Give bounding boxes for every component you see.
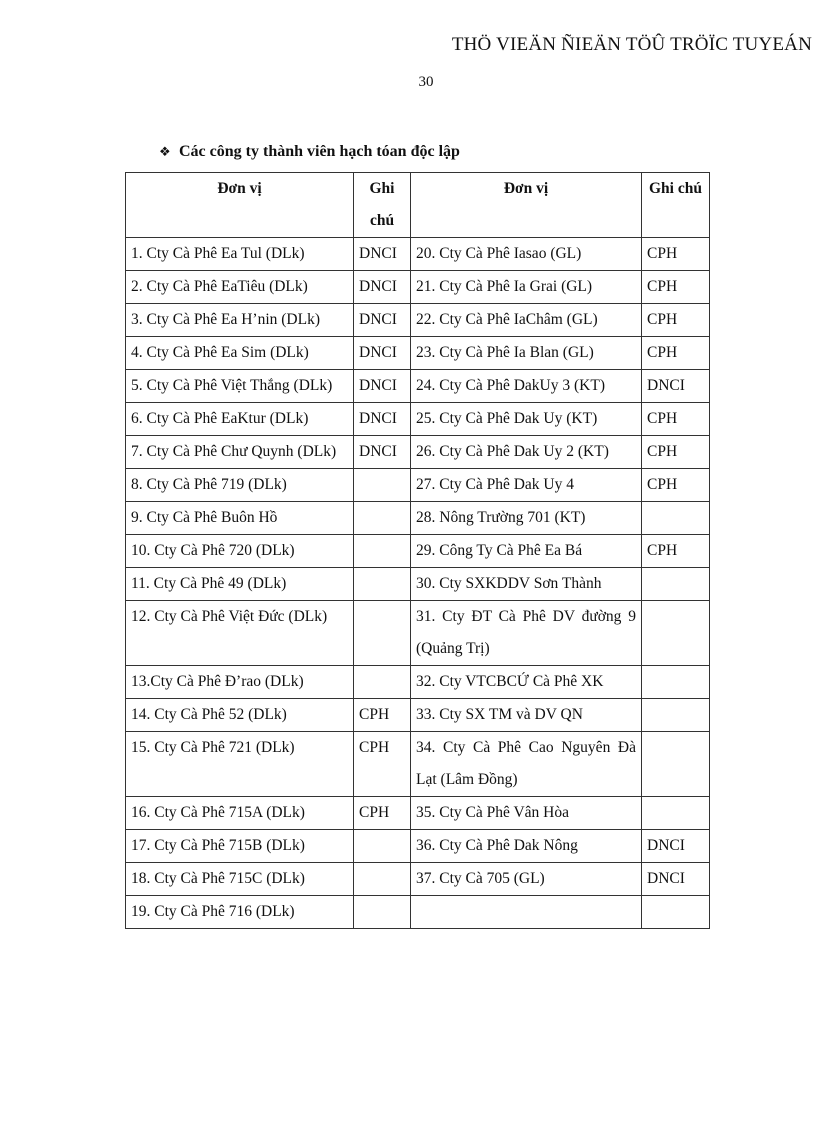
running-header: THÖ VIEÄN ÑIEÄN TÖÛ TRÖÏC TUYEÁN (451, 34, 812, 55)
unit-left-cell: 19. Cty Cà Phê 716 (DLk) (126, 896, 354, 929)
note-left-cell (354, 863, 411, 896)
unit-left-cell: 15. Cty Cà Phê 721 (DLk) (126, 732, 354, 797)
note-right-cell: CPH (642, 238, 710, 271)
unit-left-cell: 7. Cty Cà Phê Chư Quynh (DLk) (126, 436, 354, 469)
unit-right-cell: 28. Nông Trường 701 (KT) (411, 502, 642, 535)
header-unit-right: Đơn vị (411, 173, 642, 238)
page-number: 30 (418, 74, 434, 90)
note-right-cell: DNCI (642, 830, 710, 863)
note-left-cell: DNCI (354, 337, 411, 370)
unit-right-cell: 24. Cty Cà Phê DakUy 3 (KT) (411, 370, 642, 403)
note-left-cell (354, 830, 411, 863)
unit-left-cell: 17. Cty Cà Phê 715B (DLk) (126, 830, 354, 863)
unit-left-cell: 9. Cty Cà Phê Buôn Hồ (126, 502, 354, 535)
unit-left-cell: 4. Cty Cà Phê Ea Sim (DLk) (126, 337, 354, 370)
table-row (126, 304, 710, 337)
table-row (126, 436, 710, 469)
unit-left-cell: 2. Cty Cà Phê EaTiêu (DLk) (126, 271, 354, 304)
table-row (126, 568, 710, 601)
header-note-left: Ghi chú (354, 173, 411, 238)
unit-left-cell: 1. Cty Cà Phê Ea Tul (DLk) (126, 238, 354, 271)
note-right-cell: CPH (642, 403, 710, 436)
unit-right-cell: 27. Cty Cà Phê Dak Uy 4 (411, 469, 642, 502)
table-row (126, 469, 710, 502)
header-note-right: Ghi chú (642, 173, 710, 238)
unit-left-cell: 18. Cty Cà Phê 715C (DLk) (126, 863, 354, 896)
unit-left-cell: 11. Cty Cà Phê 49 (DLk) (126, 568, 354, 601)
note-left-cell: DNCI (354, 238, 411, 271)
unit-right-cell: 34. Cty Cà Phê Cao Nguyên Đà Lạt (Lâm Đồng) (411, 732, 642, 797)
unit-left-cell: 3. Cty Cà Phê Ea H’nin (DLk) (126, 304, 354, 337)
note-right-cell: CPH (642, 436, 710, 469)
table-row (126, 699, 710, 732)
table-row (126, 863, 710, 896)
member-companies-table (125, 172, 710, 929)
unit-right-cell: 23. Cty Cà Phê Ia Blan (GL) (411, 337, 642, 370)
table-row (126, 238, 710, 271)
table-header-row (126, 173, 710, 238)
note-left-cell: DNCI (354, 271, 411, 304)
unit-right-cell: 36. Cty Cà Phê Dak Nông (411, 830, 642, 863)
note-right-cell (642, 699, 710, 732)
table-row (126, 403, 710, 436)
note-left-cell: DNCI (354, 403, 411, 436)
header-unit-left: Đơn vị (126, 173, 354, 238)
note-left-cell: DNCI (354, 436, 411, 469)
table-row (126, 797, 710, 830)
note-right-cell (642, 568, 710, 601)
unit-right-cell: 37. Cty Cà 705 (GL) (411, 863, 642, 896)
diamond-bullet-icon: ❖ (159, 144, 171, 159)
unit-right-cell: 25. Cty Cà Phê Dak Uy (KT) (411, 403, 642, 436)
table-row (126, 896, 710, 929)
unit-right-cell: 20. Cty Cà Phê Iasao (GL) (411, 238, 642, 271)
unit-right-cell: 33. Cty SX TM và DV QN (411, 699, 642, 732)
table-row (126, 732, 710, 797)
note-right-cell: CPH (642, 535, 710, 568)
unit-left-cell: 16. Cty Cà Phê 715A (DLk) (126, 797, 354, 830)
table-row (126, 337, 710, 370)
table-row (126, 666, 710, 699)
table-row (126, 601, 710, 666)
note-left-cell: DNCI (354, 370, 411, 403)
note-left-cell: CPH (354, 732, 411, 797)
unit-right-cell: 21. Cty Cà Phê Ia Grai (GL) (411, 271, 642, 304)
unit-right-cell: 26. Cty Cà Phê Dak Uy 2 (KT) (411, 436, 642, 469)
note-right-cell (642, 502, 710, 535)
table-row (126, 271, 710, 304)
note-right-cell (642, 732, 710, 797)
note-right-cell (642, 666, 710, 699)
unit-left-cell: 5. Cty Cà Phê Việt Thắng (DLk) (126, 370, 354, 403)
note-right-cell: DNCI (642, 370, 710, 403)
note-right-cell (642, 896, 710, 929)
unit-right-cell: 29. Công Ty Cà Phê Ea Bá (411, 535, 642, 568)
note-left-cell (354, 666, 411, 699)
unit-left-cell: 6. Cty Cà Phê EaKtur (DLk) (126, 403, 354, 436)
unit-right-cell (411, 896, 642, 929)
table-row (126, 370, 710, 403)
note-right-cell (642, 601, 710, 666)
note-left-cell (354, 469, 411, 502)
note-left-cell: CPH (354, 797, 411, 830)
unit-right-cell: 32. Cty VTCBCỨ Cà Phê XK (411, 666, 642, 699)
section-heading (159, 143, 460, 161)
unit-left-cell: 12. Cty Cà Phê Việt Đức (DLk) (126, 601, 354, 666)
unit-left-cell: 13.Cty Cà Phê Đ’rao (DLk) (126, 666, 354, 699)
note-left-cell (354, 535, 411, 568)
unit-right-cell: 31. Cty ĐT Cà Phê DV đường 9 (Quảng Trị) (411, 601, 642, 666)
table-row (126, 830, 710, 863)
table-row (126, 535, 710, 568)
section-title: Các công ty thành viên hạch tóan độc lập (179, 143, 460, 160)
note-right-cell: CPH (642, 469, 710, 502)
table-body (126, 238, 710, 929)
note-left-cell: DNCI (354, 304, 411, 337)
note-left-cell (354, 568, 411, 601)
note-left-cell (354, 502, 411, 535)
note-right-cell (642, 797, 710, 830)
note-right-cell: CPH (642, 304, 710, 337)
unit-left-cell: 14. Cty Cà Phê 52 (DLk) (126, 699, 354, 732)
note-left-cell (354, 601, 411, 666)
unit-left-cell: 8. Cty Cà Phê 719 (DLk) (126, 469, 354, 502)
unit-left-cell: 10. Cty Cà Phê 720 (DLk) (126, 535, 354, 568)
unit-right-cell: 35. Cty Cà Phê Vân Hòa (411, 797, 642, 830)
note-right-cell: CPH (642, 271, 710, 304)
note-left-cell (354, 896, 411, 929)
note-right-cell: DNCI (642, 863, 710, 896)
unit-right-cell: 22. Cty Cà Phê IaChâm (GL) (411, 304, 642, 337)
note-right-cell: CPH (642, 337, 710, 370)
note-left-cell: CPH (354, 699, 411, 732)
unit-right-cell: 30. Cty SXKDDV Sơn Thành (411, 568, 642, 601)
table-row (126, 502, 710, 535)
